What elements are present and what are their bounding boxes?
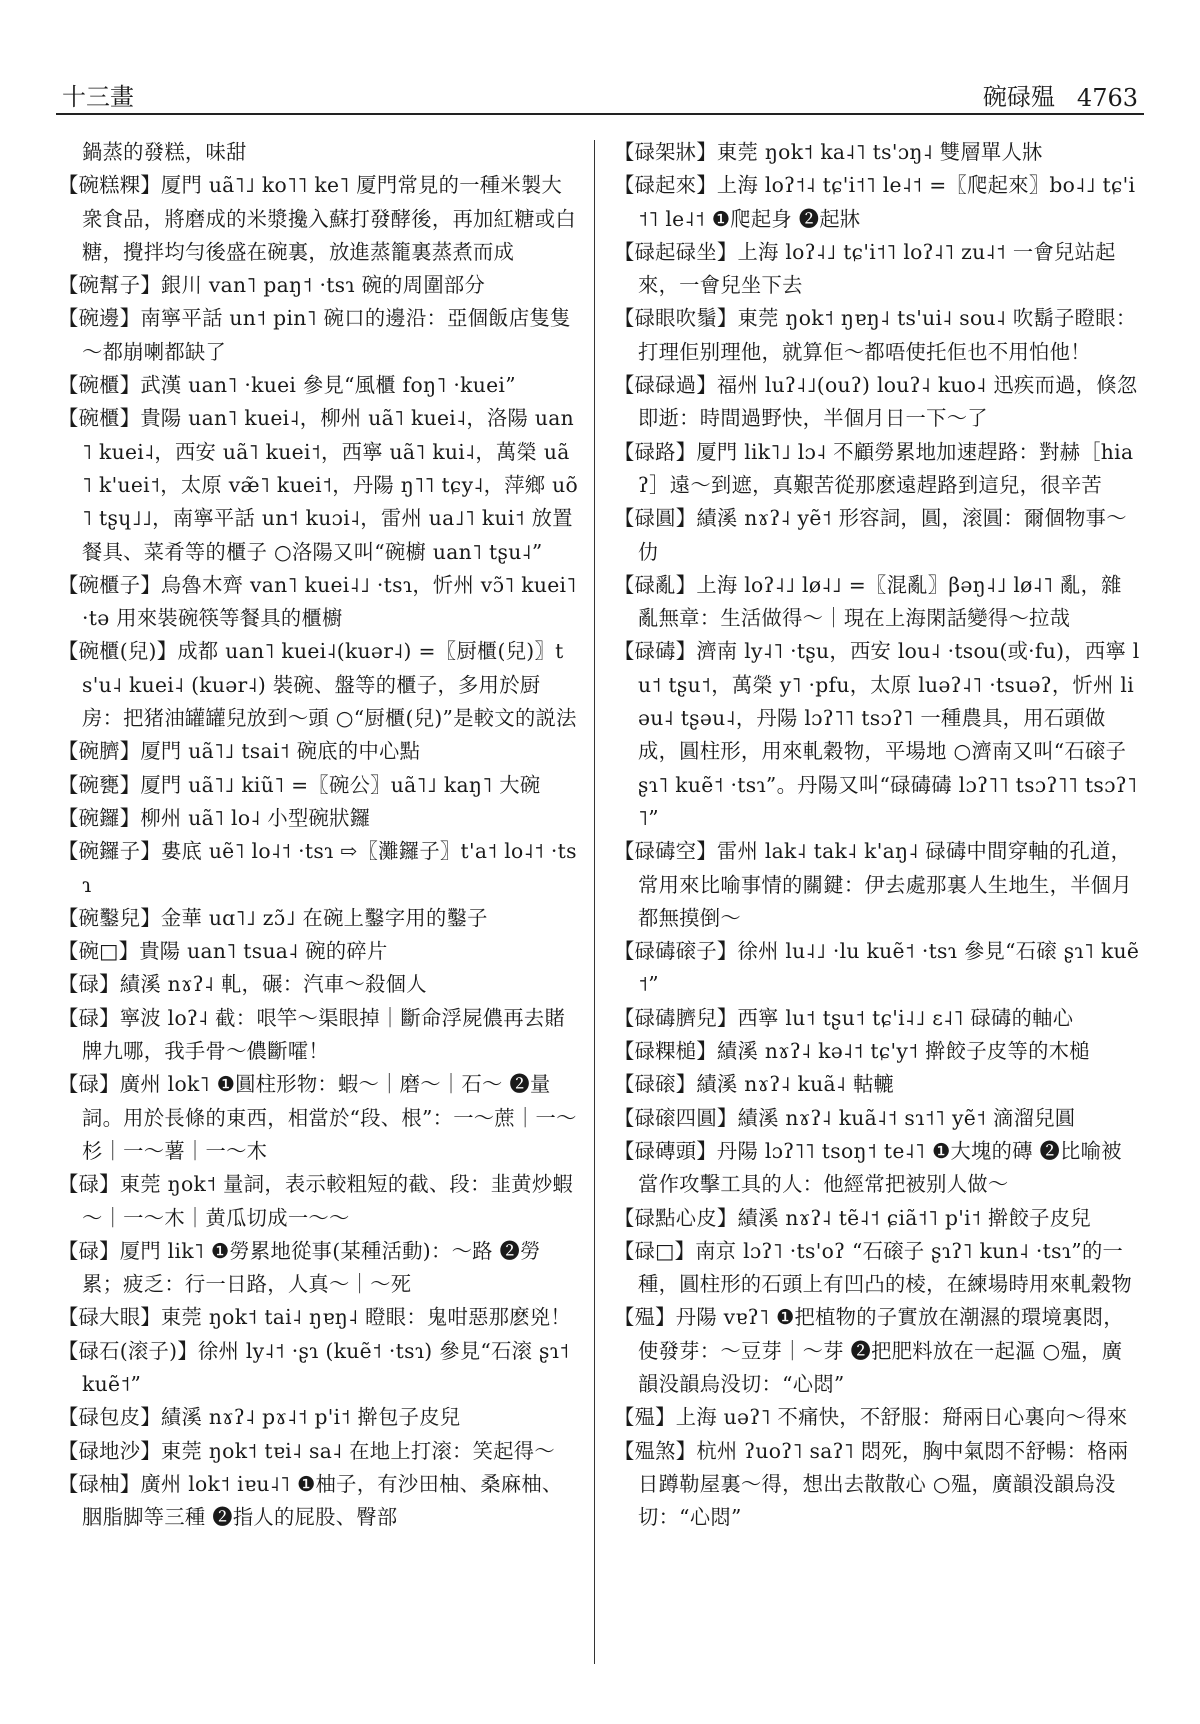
dictionary-entry: 【碌包皮】績溪 nɤʔ˨ pɤ˨˦ p'i˦ 擀包子皮兒 xyxy=(58,1405,461,1430)
dictionary-entry: 【碗鑿兒】金華 uɑ˥˩ zɔ̃˩ 在碗上鑿字用的鑿子 xyxy=(58,905,488,930)
dictionary-entry: 【碌磚頭】丹陽 lɔʔ˥˥ tsoŋ˦ te˨˥ ❶大塊的磚 ❷比喻被當作攻擊工具的人：他經常把被别人做～ xyxy=(614,1138,1122,1197)
dictionary-entry: 【殟煞】杭州 ʔuoʔ˥ saʔ˥ 悶死，胸中氣悶不舒暢：格兩日蹲勒屋裏～得，想出去散散心 ○殟，廣韻没韻烏没切：“心悶” xyxy=(614,1438,1129,1530)
dictionary-entry: 【碌亂】上海 loʔ˨˩ lø˨˩ =〖混亂〗βəŋ˨˩ lø˨˥ 亂，雜亂無章：生活做得～｜現在上海閑話變得～拉哉 xyxy=(614,572,1122,631)
dictionary-entry: 【碗甕】厦門 uã˥˩ kiũ˥ =〖碗公〗uã˥˩ kaŋ˥ 大碗 xyxy=(58,772,541,797)
dictionary-entry: 【碌】績溪 nɤʔ˨ 軋，碾：汽車～殺個人 xyxy=(58,972,427,997)
dictionary-entry: 【碗櫃(兒)】成都 uan˥ kuei˨(kuər˨) =〖厨櫃(兒)〗ts'u˨ kuei˨ (kuər˨) 裝碗、盤等的櫃子，多用於厨房：把猪油罐罐兒放到～頭 ○“厨櫃(兒)”是較文的説法 xyxy=(58,639,577,731)
section-title: 十三畫 xyxy=(62,83,134,111)
right-column xyxy=(614,136,1142,1534)
page-number: 4763 xyxy=(1076,84,1138,112)
dictionary-entry: 【碌碡磙子】徐州 lu˨˩ ·lu kuẽ˦ ·tsɿ 參見“石磙 ʂɿ˥ kuẽ˦” xyxy=(614,939,1140,997)
dictionary-entry: 【碌大眼】東莞 ŋok˦ tai˨ ŋɐŋ˨ 瞪眼：鬼咁惡那麽兇！ xyxy=(58,1305,571,1330)
dictionary-entry: 【碌磙】績溪 nɤʔ˨ kuã˨ 軲轆 xyxy=(614,1072,895,1097)
dictionary-entry: 【碗糕粿】厦門 uã˥˩ ko˥˥ ke˥ 厦門常見的一種米製大衆食品，將磨成的米漿攙入蘇打發酵後，再加紅糖或白糖，攪拌均勻後盛在碗裏，放進蒸籠裏蒸煮而成 xyxy=(58,173,576,264)
dictionary-entry: 【碗邊】南寧平話 un˦ pin˥ 碗口的邊沿：亞個飯店隻隻～都崩喇都缺了 xyxy=(58,306,571,364)
dictionary-entry: 【碗鑼】柳州 uã˥ lo˨ 小型碗狀鑼 xyxy=(58,805,371,830)
dictionary-entry: 【碗幫子】銀川 van˥ paŋ˦ ·tsɿ 碗的周圍部分 xyxy=(58,273,486,298)
dictionary-entry: 【碌圓】績溪 nɤʔ˨ yẽ˦ 形容詞，圓，滚圓：爾個物事～仂 xyxy=(614,506,1127,564)
dictionary-entry: 【殟】上海 uəʔ˥ 不痛快，不舒服：搿兩日心裏向～得來 xyxy=(614,1405,1128,1430)
dictionary-entry: 【碗鑼子】婁底 uẽ˥ lo˨˦ ·tsɿ ⇨〖灘鑼子〗t'a˦ lo˨˦ ·tsɿ xyxy=(58,839,577,897)
left-column xyxy=(58,136,578,1534)
dictionary-entry: 【碌柚】廣州 lok˦ iɐu˨˥ ❶柚子，有沙田柚、桑麻柚、胭脂脚等三種 ❷指人的屁股、臀部 xyxy=(58,1471,563,1530)
dictionary-entry: 【碌碡】濟南 ly˨˥ ·tʂu，西安 lou˨ ·tsou(或·fu)，西寧 lu˦ tʂu˦，萬榮 y˥ ·pfu，太原 luəʔ˨˥ ·tsuəʔ，忻州 liəu˨ tʂəu˨，丹陽 lɔʔ˥˥ tsɔʔ˥ 一種農具，用石頭做成，圓柱形，用來軋穀物，平場地 ○濟南又叫“石磙子 ʂɿ˥ kuẽ˦ ·tsɿ”。丹陽又叫“碌碡碡 lɔʔ˥˥ tsɔʔ˥˥ tsɔʔ˥˥” xyxy=(614,639,1140,830)
dictionary-entry: 【碌點心皮】績溪 nɤʔ˨ tẽ˨˦ ɕiã˦˥ p'i˦ 擀餃子皮兒 xyxy=(614,1205,1091,1230)
dictionary-entry: 【碌碡臍兒】西寧 lu˦ tʂu˦ tɕ'i˨˩ ɛ˨˥ 碌碡的軸心 xyxy=(614,1005,1074,1030)
dictionary-entry: 【碌碌過】福州 luʔ˨˩(ouʔ) louʔ˨ kuo˨ 迅疾而過，倏忽即逝：時間過野快，半個月日一下～了 xyxy=(614,373,1138,431)
dictionary-entry: 【碌】廣州 lok˥ ❶圓柱形物：蝦～｜磨～｜石～ ❷量詞。用於長條的東西，相當於“段、根”：一～蔗｜一～杉｜一～薯｜一～木 xyxy=(58,1072,577,1163)
dictionary-entry: 【碌眼吹鬚】東莞 ŋok˦ ŋɐŋ˨ ts'ui˨ sou˨ 吹鬍子瞪眼：打理佢别理他，就算佢～都唔使托佢也不用怕他！ xyxy=(614,306,1137,364)
header-right xyxy=(983,77,1138,112)
dictionary-entry: 【碗臍】厦門 uã˥˩ tsai˦ 碗底的中心點 xyxy=(58,739,421,764)
dictionary-entry: 【碌起碌坐】上海 loʔ˨˩ tɕ'i˦˥ loʔ˨˥ zu˨˦ 一會兒站起來，一會兒坐下去 xyxy=(614,239,1116,298)
dictionary-entry: 【碗□】貴陽 uan˥ tsua˨ 碗的碎片 xyxy=(58,939,388,964)
header-rule xyxy=(56,113,1144,115)
dictionary-entry: 【碌架牀】東莞 ŋok˦ ka˨˥ ts'ɔŋ˨ 雙層單人牀 xyxy=(614,140,1043,164)
dictionary-entry: 【碌路】厦門 lik˥˩ lɔ˨ 不顧勞累地加速趕路：對赫［hiaʔ］遠～到遮，真艱苦從那麽遠趕路到這兒，很辛苦 xyxy=(614,439,1134,497)
dictionary-entry: 【碌起來】上海 loʔ˦˨ tɕ'i˦˥ le˨˦ =〖爬起來〗bo˨˩ tɕ'i˦˥ le˨˦ ❶爬起身 ❷起牀 xyxy=(614,173,1136,231)
dictionary-entry: 【碗櫃子】烏魯木齊 van˥ kuei˨˩ ·tsɿ，忻州 vɔ̃˥ kuei˥ ·tə 用來裝碗筷等餐具的櫃櫥 xyxy=(58,572,577,631)
dictionary-entry: 【碌□】南京 lɔʔ˥ ·ts'oʔ “石磙子 ʂɿʔ˥ kun˨ ·tsɿ”的一種，圓柱形的石頭上有凹凸的棱，在練場時用來軋穀物 xyxy=(614,1238,1132,1297)
dictionary-entry: 【碌】寧波 loʔ˨ 截：哏竿～渠眼掉｜斷命浮屍儂再去賭牌九哪，我手骨～儂斷嚯！ xyxy=(58,1005,566,1064)
dictionary-entry: 【碌石(滚子)】徐州 ly˨˦ ·ʂɿ (kuẽ˦ ·tsɿ) 參見“石滚 ʂɿ˦ kuẽ˦” xyxy=(58,1338,570,1396)
dictionary-entry: 【碗櫃】武漢 uan˥ ·kuei 參見“風櫃 foŋ˥ ·kuei” xyxy=(58,373,516,398)
dictionary-entry: 【碌碡空】雷州 lak˨ tak˨ k'aŋ˨ 碌碡中間穿軸的孔道，常用來比喻事情的關鍵：伊去處那裏人生地生，半個月都無摸倒～ xyxy=(614,839,1132,930)
page-header xyxy=(62,72,1138,112)
dictionary-entry: 【碌】東莞 ŋok˦ 量詞，表示較粗短的截、段：韭黄炒蝦～｜一～木｜黄瓜切成一～～ xyxy=(58,1172,574,1230)
column-divider xyxy=(594,140,595,1664)
dictionary-entry: 【碗櫃】貴陽 uan˥ kuei˨，柳州 uã˥ kuei˨，洛陽 uan˥ kuei˨，西安 uã˥ kuei˦，西寧 uã˥ kui˨，萬榮 uã˥ k'uei˦，太原 væ̃˥ kuei˦，丹陽 ŋ˥˥ tɕy˨，萍鄉 uõ˥ tʂɥ˩˩，南寧平話 un˦ kuɔi˨，雷州 ua˩˥ kui˦ 放置餐具、菜肴等的櫃子 ○洛陽又叫“碗櫥 uan˥ tʂu˨” xyxy=(58,406,579,564)
dictionary-entry: 【殟】丹陽 vɐʔ˥ ❶把植物的子實放在潮濕的環境裏悶，使發芽：～豆芽｜～芽 ❷把肥料放在一起漚 ○殟，廣韻没韻烏没切：“心悶” xyxy=(614,1305,1124,1396)
dictionary-entry: 【碌粿槌】績溪 nɤʔ˨ kə˨˦ tɕ'y˦ 擀餃子皮等的木槌 xyxy=(614,1039,1090,1064)
dictionary-entry: 【碌磙四圓】績溪 nɤʔ˨ kuã˨˦ sɿ˦˥ yẽ˦ 滴溜兒圓 xyxy=(614,1105,1076,1130)
dictionary-entry: 【碌地沙】東莞 ŋok˦ tɐi˨ sa˨ 在地上打滚：笑起得～ xyxy=(58,1438,555,1463)
running-head-chars: 碗碌殟 xyxy=(982,83,1055,111)
dictionary-entry: 鍋蒸的發糕，味甜 xyxy=(82,140,247,164)
dictionary-entry: 【碌】厦門 lik˥ ❶勞累地從事(某種活動)：～路 ❷勞累；疲乏：行一日路，人真～｜～死 xyxy=(58,1238,541,1297)
